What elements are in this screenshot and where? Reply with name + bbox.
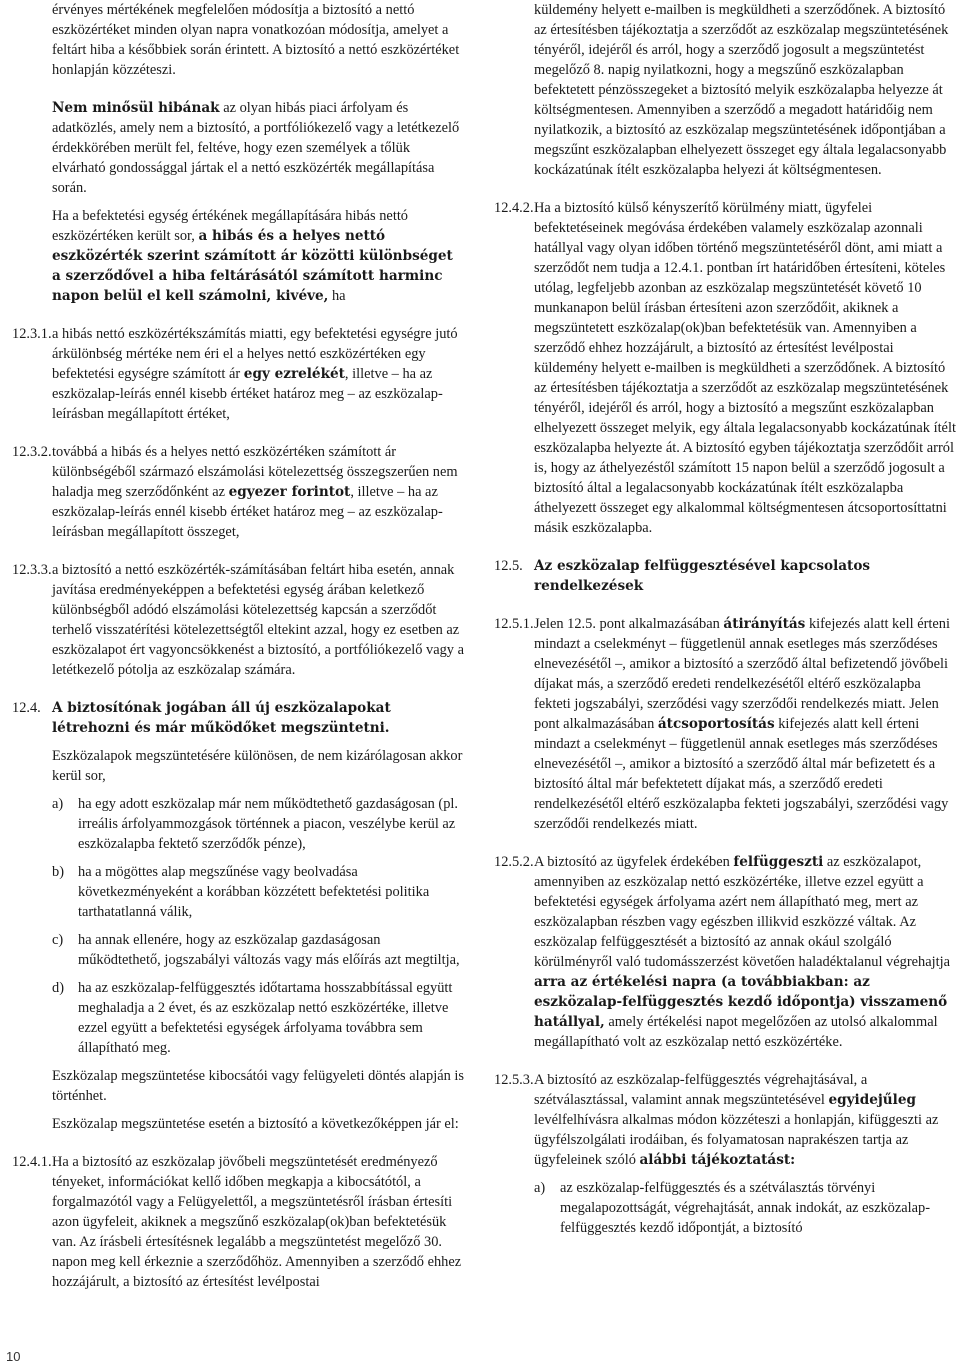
text: , illetve – ha az eszközalap-leírás ennél kisebb értéket határoz meg – az eszközalap-leírásban megállapított összeget, [52, 484, 443, 540]
section-number: 12.3.3. [12, 562, 52, 578]
text: kifejezés alatt kell érteni mindazt a cselekményt – függetlenül annak esetleges más szerződéses elnevezésétől –, amikor a biztosító a szerződő által már befizetett és a biztosító által már befektetett díjakat más, a szerződő eredeti rendelkezésétől eltérő eszközalapba fekteti jogszabályi, szerződési vagy szerződői rendelkezés miatt. [534, 716, 949, 832]
paragraph [12, 98, 464, 198]
list-marker: a) [534, 1180, 546, 1196]
list-text: ha a mögöttes alap megszűnése vagy beolvadása következményeként a korábban közzétett befektetési politika tarthatatlanná válik, [78, 864, 430, 920]
left-column [12, 0, 464, 1292]
heading-text: Az eszközalap felfüggesztésével kapcsolatos rendelkezések [534, 558, 871, 594]
paragraph: Eszközalap megszüntetése esetén a biztosító a következőképpen jár el: [52, 1116, 459, 1132]
text: A biztosító az ügyfelek érdekében [534, 854, 734, 870]
bold-text: átcsoportosítás [657, 716, 775, 732]
text: A biztosító az eszközalap-felfüggesztés végrehajtásával, a szétválasztással, valamint annak megszüntetésével [534, 1072, 868, 1108]
section-number: 12.5. [494, 558, 523, 574]
paragraph [534, 614, 956, 834]
text: , illetve – ha az eszközalap-leírás ennél kisebb értéket határoz meg – az eszközalap-leírásban megállapított értéket, [52, 366, 443, 422]
text: a hibás nettó eszközértékszámítás miatti, egy befektetési egységre jutó árkülönbség mértéke nem éri el a helyes nettó eszközértéken egy befektetési egységre számított ár [52, 326, 458, 382]
bold-text: egyidejűleg [828, 1092, 916, 1108]
section-number: 12.5.3. [494, 1072, 534, 1088]
list-item [12, 862, 464, 922]
section-12-5-3 [494, 1070, 956, 1170]
section-12-3-1 [12, 324, 464, 424]
section-12-3-3 [12, 560, 464, 680]
list-item [12, 794, 464, 854]
section-number: 12.4. [12, 700, 41, 716]
list-item [12, 930, 464, 970]
section-12-5-1 [494, 614, 956, 834]
text: kifejezés alatt kell érteni mindazt a cselekményt – függetlenül annak esetleges más szerződéses elnevezésétől –, amikor a biztosító a szerződő által befizetendő jövőbeli díjakat más, a szerződő eredeti rendelkezésétől eltérő eszközalapba fekteti jogszabályi, szerződési vagy szerződői rendelkezés miatt. Jelen pont alkalmazásában [534, 616, 950, 732]
text: az olyan hibás piaci árfolyam és adatközlés, amely nem a biztosító, a portfóliókezelő vagy a letétkezelő érdekkörében merült fel, feltéve, hogy ezen személyek a tőlük elvárható gondossággal jártak el a nettó eszközérték megállapítása során. [52, 100, 460, 196]
section-12-4-2 [494, 198, 956, 538]
section-12-4-1 [12, 1152, 464, 1292]
section-number: 12.5.2. [494, 854, 534, 870]
bold-text: átirányítás [723, 616, 806, 632]
list-text: ha egy adott eszközalap már nem működtethető gazdaságosan (pl. irreális árfolyammozgások történnek a piacon, veszélybe kerül az eszközalapba fektető szerződők pénze), [78, 796, 459, 852]
section-number: 12.3.1. [12, 326, 52, 342]
bold-text: Nem minősül hibának [52, 100, 220, 116]
section-number: 12.5.1. [494, 616, 534, 632]
list-text: ha annak ellenére, hogy az eszközalap gazdaságosan működtethető, jogszabályi változás vagy más előírás azt megtiltja, [78, 932, 460, 968]
section-12-3-2 [12, 442, 464, 542]
text: továbbá a hibás és a helyes nettó eszközértéken számított ár különbségéből származó elszámolási kötelezettség összegszerűen nem haladja meg szerződőnként az [52, 444, 458, 500]
list-marker: d) [52, 980, 64, 996]
list-text: az eszközalap-felfüggesztés és a szétválasztás törvényi megalapozottságát, végrehajtását, annak indokát, az eszközalap-felfüggesztés kezdő időpontját, a biztosító [560, 1180, 930, 1236]
text: Ha a befektetési egység értékének megállapítására hibás nettó eszközértéken került sor, [52, 208, 409, 244]
heading-text: A biztosítónak jogában áll új eszközalapokat létrehozni és már működőket megszüntetni. [52, 700, 391, 736]
text: amely értékelési napot megelőzően az utolsó alkalommal megállapítható volt az eszközalap nettó eszközértéke. [534, 1014, 938, 1050]
page-number: 10 [6, 1349, 21, 1364]
paragraph: Ha a biztosító az eszközalap jövőbeli megszüntetését eredményező tényeket, információkat kellő időben megkapja a kibocsátótól, a forgalmazótól vagy a Felügyelettől, a megszüntetésről írásban értesíti azon ügyfeleit, akiknek a megszűnő eszközalap(ok)ban befektetésük van. Az írásbeli értesítésnek legalább a megszüntetést megelőző 30. napon meg kell érkeznie a szerződőhöz. Amennyiben a szerződő ehhez hozzájárult, a biztosító az értesítést levélpostai [52, 1154, 462, 1290]
text: Jelen 12.5. pont alkalmazásában [534, 616, 724, 632]
bold-text: a hibás és a helyes nettó eszközérték szerint számított ár közötti különbséget a szerződővel a hiba feltárásától számított harminc napon belül el kell számolni, kivéve, [52, 228, 453, 304]
paragraph: Eszközalapok megszüntetésére különösen, de nem kizárólagosan akkor kerül sor, [52, 748, 463, 784]
list-marker: b) [52, 864, 64, 880]
section-number: 12.3.2. [12, 444, 52, 460]
paragraph: érvényes mértékének megfelelően módosítja a biztosító a nettó eszközértéket minden olyan napra vonatkozóan módosítja, amelyet a feltárt hiba a későbbiek során érintett. A biztosító a nettó eszközértéket honlapján közzéteszi. [52, 2, 460, 78]
text: az eszközalapot, amennyiben az eszközalap nettó eszközértéke, illetve ezzel együtt a befektetési egységek árfolyama azért nem állapítható meg, mert az eszközalapban részben vagy egészben illikvid eszközzé váltak. Az eszközalap felfüggesztését a biztosító az annak okául szolgáló körülményről való tudomásszerzést követően haladéktalanul végrehajtja [534, 854, 950, 970]
section-heading-12-4 [12, 698, 464, 738]
bold-text: arra az értékelési napra (a továbbiakban: az eszközalap-felfüggesztés kezdő időpontja) visszamenő hatállyal, [534, 974, 948, 1030]
paragraph [534, 1070, 956, 1170]
section-heading-12-5 [494, 556, 956, 596]
paragraph: küldemény helyett e-mailben is megküldheti a szerződőnek. A biztosító az értesítésben tájékoztatja a szerződőt az eszközalap megszüntetésének tényéről, idejéről és arról, hogy a szerződő jogosult a megszüntetést megelőző 8. napig nyilatkozni, hogy a megszűnő eszközalapban befektetett pénzösszegeket a biztosító melyik eszközalapba helyezze át költségmentesen. Amennyiben a szerződő a megadott határidőig nem nyilatkozik, a biztosító az eszközalap megszüntetésének időpontjában a megszűnt eszközalapban elhelyezett összeget egy általa legalacsonyabb kockázatúnak ítélt eszközalapba helyezi át költségmentesen. [534, 2, 949, 178]
list-marker: c) [52, 932, 64, 948]
paragraph [52, 442, 464, 542]
section-number: 12.4.2. [494, 200, 534, 216]
right-column [494, 0, 956, 1238]
section-12-5-2 [494, 852, 956, 1052]
bold-text: felfüggeszti [733, 854, 824, 870]
paragraph: a biztosító a nettó eszközérték-számításában feltárt hiba esetén, annak javítása eredményeképpen a befektetési egység árában keletkező különbségből adódó elszámolási kötelezettség kapcsán a szerződőt terhelő visszatérítési kötelezettségtől eltekint azzal, hogy ez esetben az eszközalapot ért vagyoncsökkenést a biztosító, a portfóliókezelő vagy a letétkezelő pótolja az eszközalap számára. [52, 562, 464, 678]
bold-text: egy ezrelékét [243, 366, 345, 382]
list-item [12, 978, 464, 1058]
paragraph: Eszközalap megszüntetése kibocsátói vagy felügyeleti döntés alapján is történhet. [52, 1068, 464, 1104]
bold-text: alábbi tájékoztatást: [639, 1152, 796, 1168]
list-marker: a) [52, 796, 64, 812]
paragraph [52, 324, 464, 424]
section-number: 12.4.1. [12, 1154, 52, 1170]
bold-text: egyezer forintot [228, 484, 351, 500]
text: ha [328, 288, 346, 304]
paragraph [534, 852, 956, 1052]
text: levélfelhívásra alkalmas módon közzéteszi a honlapján, kifüggeszti az ügyfélszolgálati irodáiban, és folyamatosan naprakészen tartja az ügyfeleinek szóló [534, 1112, 939, 1168]
paragraph [12, 206, 464, 306]
list-item [494, 1178, 956, 1238]
paragraph: Ha a biztosító külső kényszerítő körülmény miatt, ügyfelei befektetéseinek megóvása érdekében valamely eszközalap azonnali hatállyal vagy olyan időben történő megszüntetéséről dönt, ami miatt a szerződőt nem tudja a 12.4.1. pontban írt határidőben értesíteni, köteles utólag, legfeljebb azonban az eszközalap megszüntetését követő 10 munkanapon belül írásban értesíteni azon szerződőit, akiknek a megszüntetett eszközalap(ok)ban befektetésük van. Amennyiben a szerződő ehhez hozzájárult, a biztosító az értesítést levélpostai küldemény helyett e-mailben is megküldheti a szerződőnek. A biztosító az értesítésben tájékoztatja a szerződőt az eszközalap megszüntetésének tényéről, idejéről és arról, hogy a biztosító a megszűnt eszközalapban elhelyezett összeget melyik, egy általa legalacsonyabb kockázatúnak ítélt eszközalapba helyezte át. A biztosító egyben tájékoztatja szerződőit arról is, hogy az áthelyezéstől számított 15 napon belül a szerződő jogosult a biztosító által a legalacsonyabb kockázatúnak ítélt eszközalapba áthelyezett összeget egy alkalommal költségmentesen átcsoportosíttatni másik eszközalapba. [534, 200, 956, 536]
list-text: ha az eszközalap-felfüggesztés időtartama hosszabbítással együtt meghaladja a 2 évet, és az eszközalap nettó eszközértéke, illetve ezzel együtt a befektetési egységek árfolyama továbbra sem állapítható meg. [78, 980, 453, 1056]
